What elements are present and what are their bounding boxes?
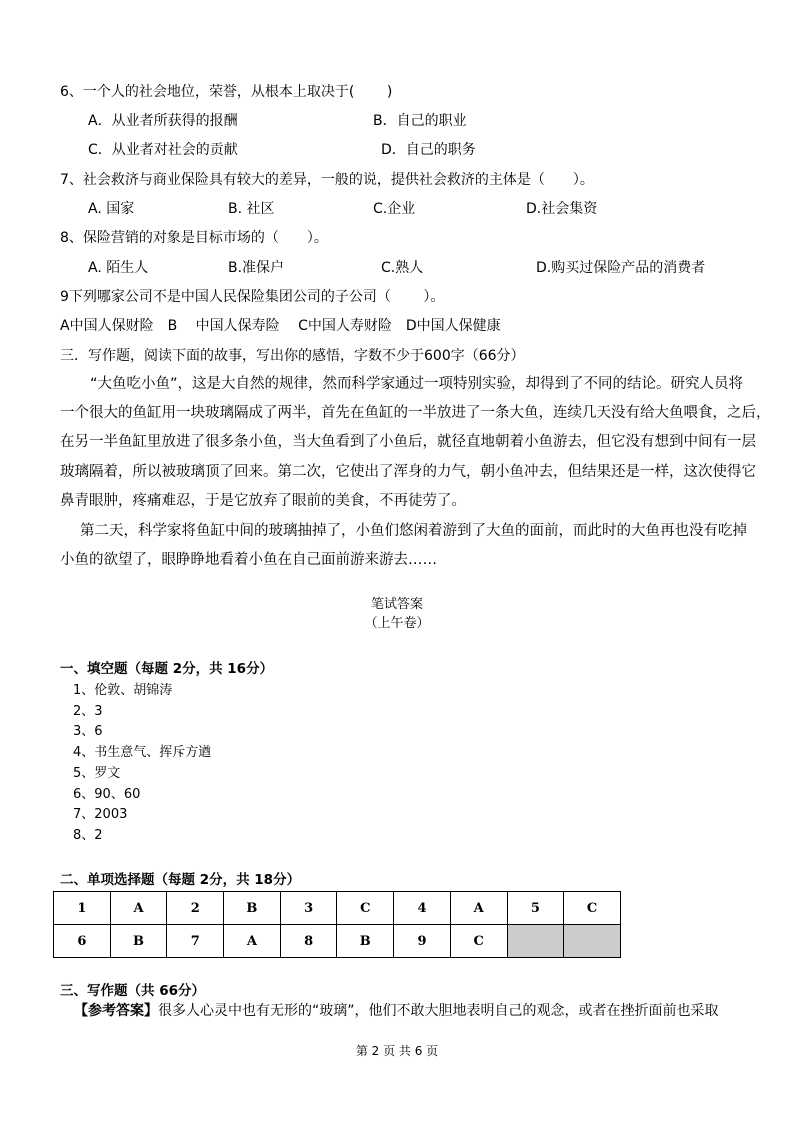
table-cell: 7: [167, 925, 224, 958]
question-8-option-a: A. 陌生人: [88, 260, 149, 276]
question-9-options: A中国人保财险 B 中国人保寿险 C中国人寿财险 D中国人保健康: [60, 318, 501, 334]
fill-answer-1: 1、伦敦、胡锦涛: [73, 683, 173, 698]
table-cell: C: [450, 925, 507, 958]
table-cell: C: [564, 892, 621, 925]
table-cell: A: [450, 892, 507, 925]
reference-answer-text: 很多人心灵中也有无形的“玻璃”，他们不敢大胆地表明自己的观念，或者在挫折面前也采取: [158, 1003, 719, 1019]
table-cell: B: [110, 925, 167, 958]
question-7-option-a: A. 国家: [88, 201, 135, 217]
fill-answer-4: 4、书生意气、挥斥方遒: [73, 745, 212, 760]
question-6-option-c: C．从业者对社会的贡献: [88, 142, 238, 158]
writing-heading: 三．写作题，阅读下面的故事，写出你的感悟，字数不少于600字（66分）: [60, 348, 525, 364]
question-6-stem: 6、一个人的社会地位，荣誉，从根本上取决于( ): [60, 84, 393, 100]
story-line: 第二天，科学家将鱼缸中间的玻璃抽掉了，小鱼们悠闲着游到了大鱼的面前，而此时的大鱼再也没有吃掉: [80, 523, 747, 539]
story-line: 小鱼的欲望了，眼睁睁地看着小鱼在自己面前游来游去……: [60, 552, 437, 568]
section-3-heading: 三、写作题（共 66分）: [60, 983, 205, 999]
table-cell: B: [224, 892, 281, 925]
table-cell: A: [110, 892, 167, 925]
fill-answer-8: 8、2: [73, 828, 103, 843]
fill-answer-6: 6、90、60: [73, 787, 141, 802]
fill-answer-3: 3、6: [73, 724, 103, 739]
section-2-heading: 二、单项选择题（每题 2分，共 18分）: [60, 872, 301, 888]
reference-answer: [74, 1002, 719, 1020]
answer-key-subtitle: （上午卷）: [364, 616, 430, 631]
story-line: 鼻青眼肿，疼痛难忍，于是它放弃了眼前的美食，不再徒劳了。: [60, 493, 466, 509]
table-cell-empty: [507, 925, 564, 958]
table-cell: A: [224, 925, 281, 958]
question-7-stem: 7、社会救济与商业保险具有较大的差异，一般的说，提供社会救济的主体是（ ）。: [60, 172, 594, 188]
page-indicator: 第 2 页 共 6 页: [355, 1044, 439, 1058]
answer-key-title: 笔试答案: [370, 597, 423, 612]
fill-answer-7: 7、2003: [73, 807, 128, 822]
table-cell: 6: [54, 925, 111, 958]
table-cell: 4: [394, 892, 451, 925]
table-cell: B: [337, 925, 394, 958]
table-row: [54, 892, 621, 925]
question-7-option-d: D.社会集资: [526, 201, 598, 217]
question-6-option-a: A．从业者所获得的报酬: [88, 113, 238, 129]
table-cell: 2: [167, 892, 224, 925]
question-8-option-c: C.熟人: [381, 260, 424, 276]
story-line: 一个很大的鱼缸用一块玻璃隔成了两半，首先在鱼缸的一半放进了一条大鱼，连续几天没有给大鱼喂食，之后，: [60, 405, 771, 421]
choice-answer-table: [53, 891, 621, 958]
table-cell: C: [337, 892, 394, 925]
question-6-option-d: D．自己的职务: [381, 142, 476, 158]
story-line: “大鱼吃小鱼”，这是大自然的规律，然而科学家通过一项特别实验，却得到了不同的结论。研究人员将: [90, 376, 744, 392]
question-8-stem: 8、保险营销的对象是目标市场的（ ）。: [60, 230, 328, 246]
table-cell: 8: [280, 925, 337, 958]
table-row: [54, 925, 621, 958]
story-line: 在另一半鱼缸里放进了很多条小鱼，当大鱼看到了小鱼后，就径直地朝着小鱼游去，但它没有想到中间有一层: [60, 434, 756, 450]
section-1-heading: 一、填空题（每题 2分，共 16分）: [60, 661, 274, 677]
question-8-option-d: D.购买过保险产品的消费者: [536, 260, 706, 276]
table-cell: 1: [54, 892, 111, 925]
table-cell: 3: [280, 892, 337, 925]
question-8-option-b: B.准保户: [228, 260, 285, 276]
question-6-option-b: B．自己的职业: [373, 113, 467, 129]
fill-answer-2: 2、3: [73, 704, 103, 719]
question-7-option-c: C.企业: [373, 201, 416, 217]
table-cell-empty: [564, 925, 621, 958]
question-9-stem: 9下列哪家公司不是中国人民保险集团公司的子公司（ ）。: [60, 289, 445, 305]
table-cell: 5: [507, 892, 564, 925]
question-7-option-b: B. 社区: [228, 201, 275, 217]
story-line: 玻璃隔着，所以被玻璃顶了回来。第二次，它使出了浑身的力气，朝小鱼冲去，但结果还是一样，这次使得它: [60, 464, 756, 480]
table-cell: 9: [394, 925, 451, 958]
reference-answer-label: 【参考答案】: [74, 1003, 158, 1019]
fill-answer-5: 5、罗文: [73, 766, 121, 781]
